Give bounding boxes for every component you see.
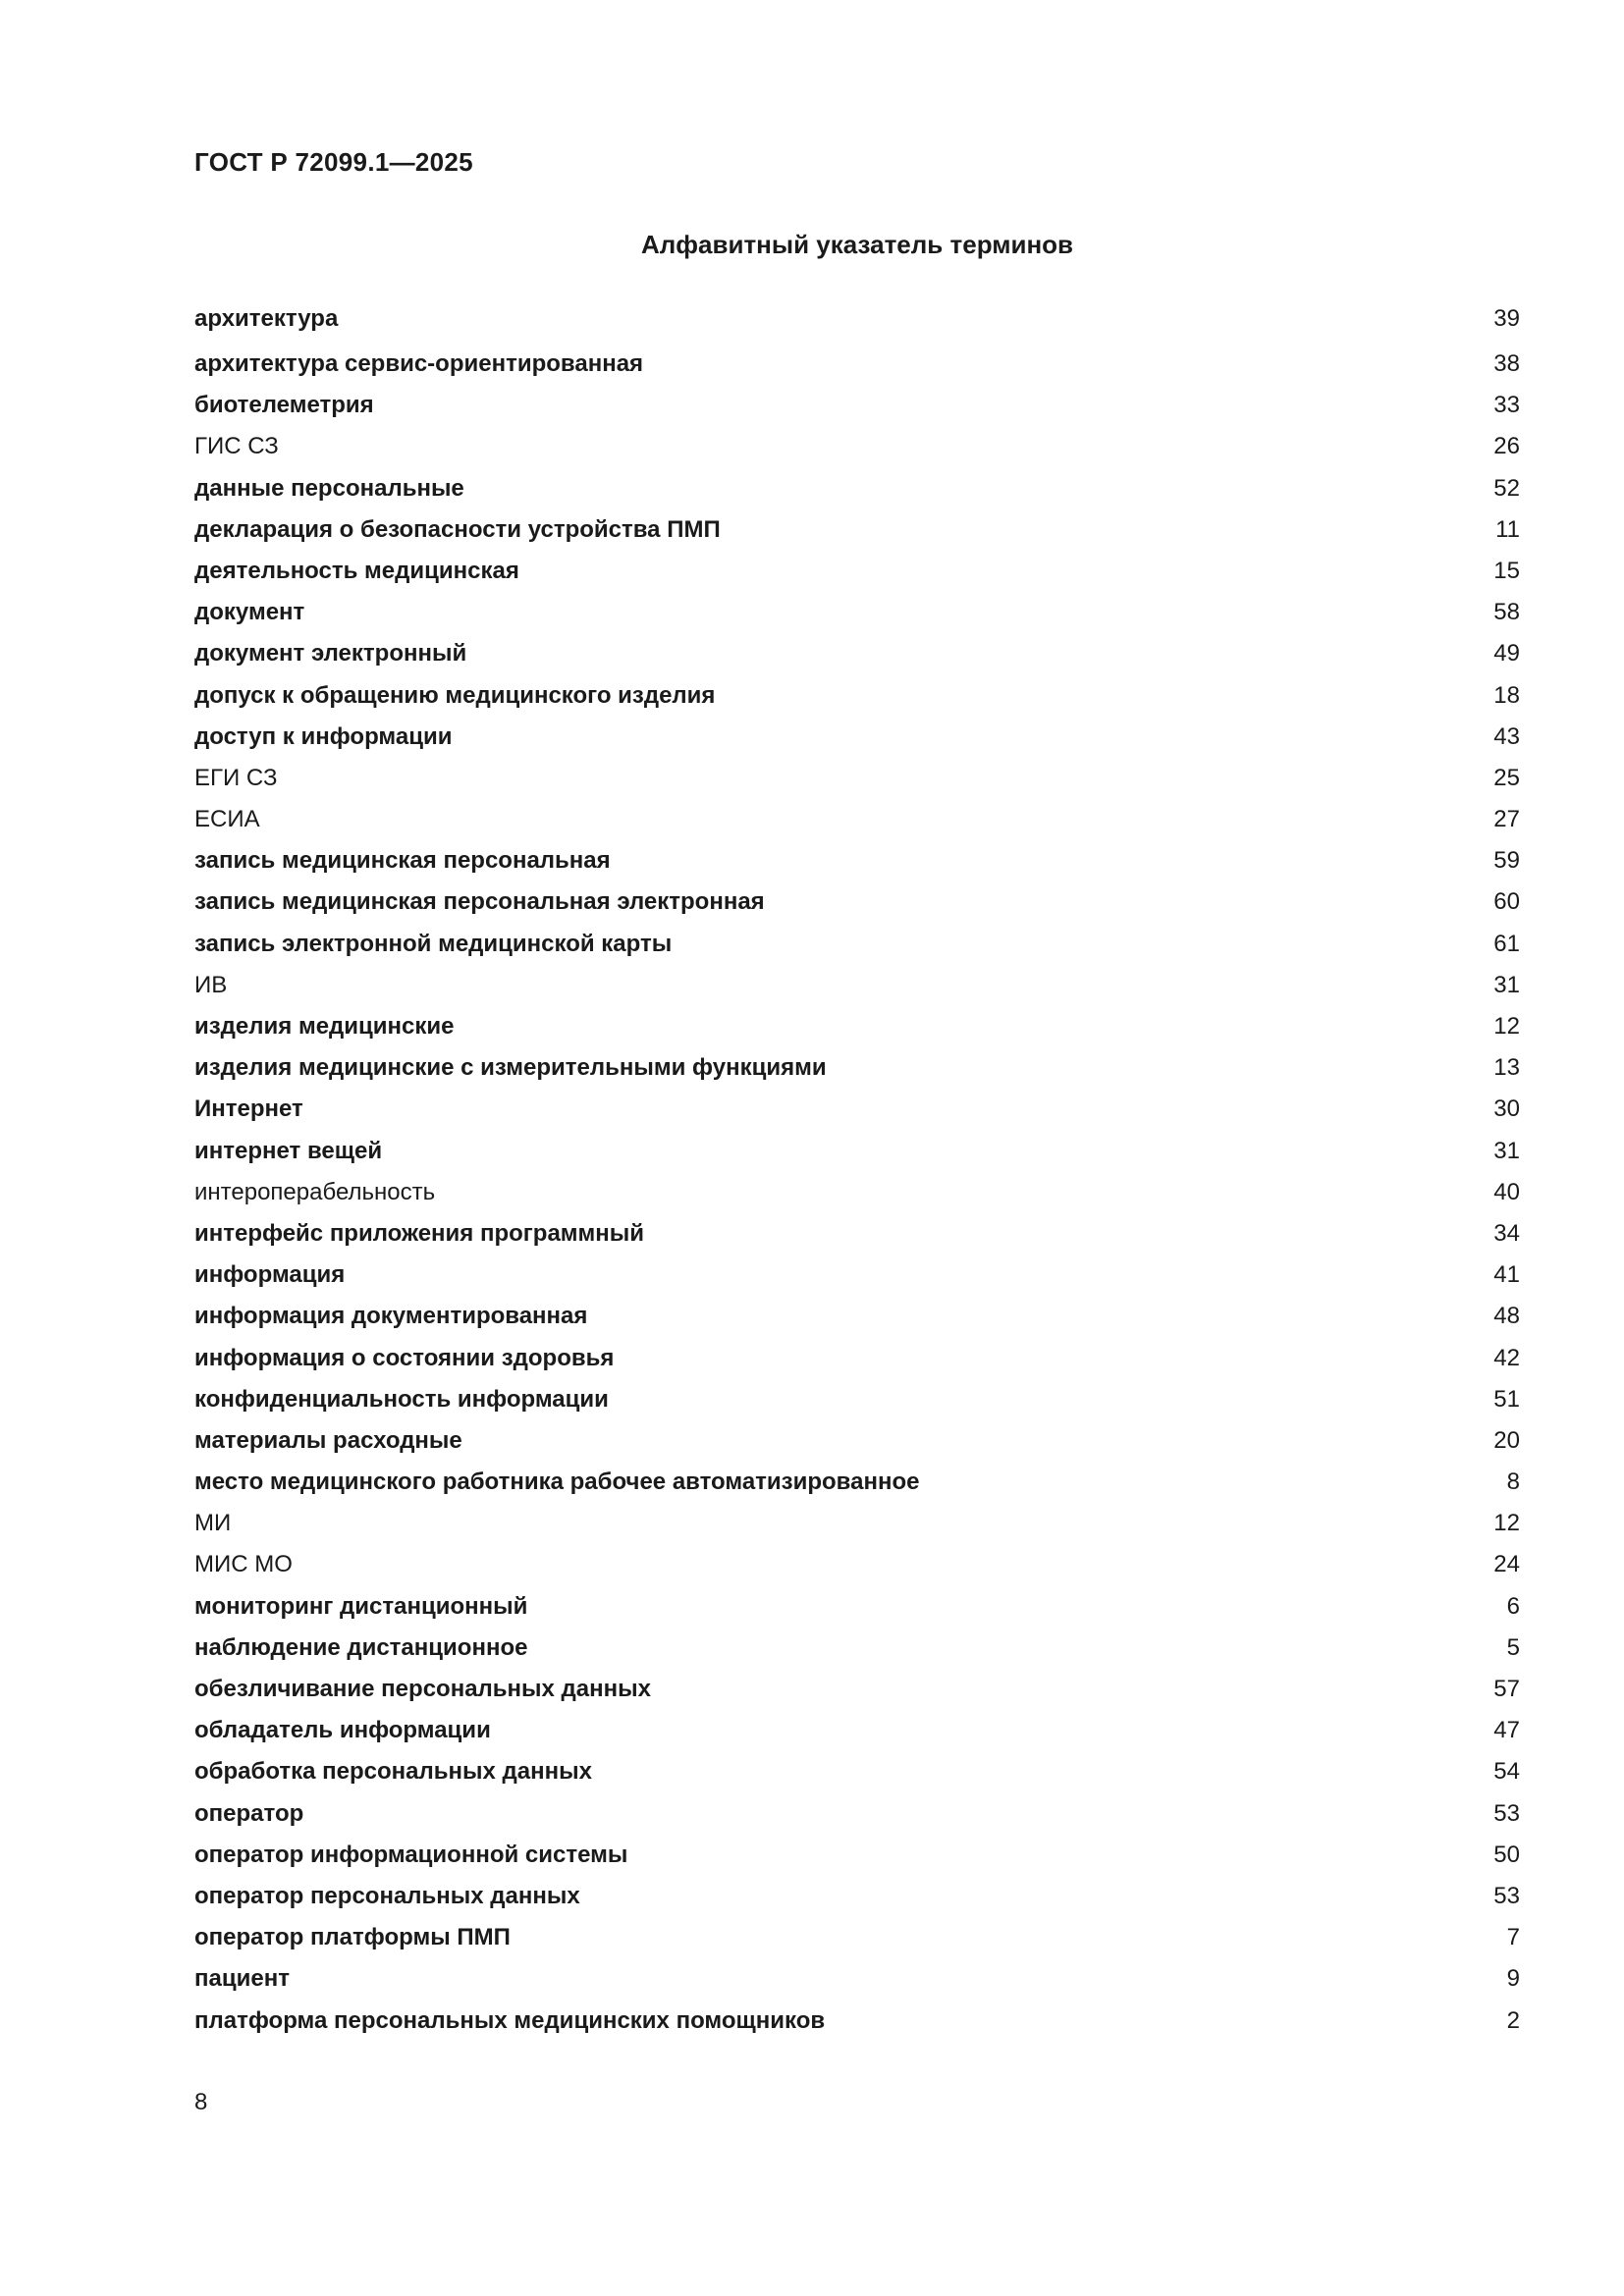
index-entry (194, 1628, 1520, 1669)
index-page-ref: 57 (1493, 1676, 1520, 1702)
index-term: обладатель информации (194, 1717, 491, 1744)
index-term: материалы расходные (194, 1426, 462, 1454)
index-page-ref: 20 (1493, 1426, 1520, 1454)
index-page-ref: 12 (1493, 1013, 1520, 1040)
index-page-ref: 26 (1493, 433, 1520, 460)
index-page-ref: 38 (1493, 350, 1520, 377)
index-page-ref: 47 (1493, 1717, 1520, 1744)
index-term: пациент (194, 1965, 290, 1993)
index-term: декларация о безопасности устройства ПМП (194, 515, 721, 543)
index-page-ref: 2 (1506, 2006, 1520, 2034)
index-term: ЕСИА (194, 806, 260, 833)
index-entry (194, 1255, 1520, 1296)
index-entry (194, 1172, 1520, 1213)
index-term: изделия медицинские (194, 1013, 455, 1040)
index-entry (194, 1006, 1520, 1047)
document-designation: ГОСТ Р 72099.1—2025 (194, 147, 473, 177)
index-page-ref: 18 (1493, 681, 1520, 709)
index-entry (194, 468, 1520, 509)
index-page-ref: 31 (1493, 1137, 1520, 1164)
index-entry (194, 1379, 1520, 1420)
index-entry (194, 1876, 1520, 1917)
index-term: документ электронный (194, 640, 467, 667)
index-entry (194, 881, 1520, 923)
index-page-ref: 15 (1493, 557, 1520, 584)
index-entry (194, 965, 1520, 1006)
index-page-ref: 49 (1493, 640, 1520, 667)
index-entry (194, 509, 1520, 551)
index-page-ref: 9 (1506, 1965, 1520, 1993)
index-page-ref: 39 (1493, 305, 1520, 332)
index-term: допуск к обращению медицинского изделия (194, 681, 716, 709)
index-term: Интернет (194, 1095, 303, 1123)
index-entry (194, 298, 1520, 344)
index-page-ref: 30 (1493, 1095, 1520, 1123)
index-entry (194, 1835, 1520, 1876)
index-page-ref: 53 (1493, 1799, 1520, 1827)
index-entry (194, 592, 1520, 633)
index-page-ref: 6 (1506, 1592, 1520, 1620)
index-term: оператор информационной системы (194, 1841, 628, 1868)
index-entry (194, 1296, 1520, 1337)
index-term: платформа персональных медицинских помощников (194, 2006, 826, 2034)
index-page-ref: 52 (1493, 474, 1520, 502)
index-term: ИВ (194, 971, 228, 998)
index-entry (194, 799, 1520, 840)
index-term: оператор персональных данных (194, 1882, 580, 1909)
index-page-ref: 34 (1493, 1219, 1520, 1247)
index-term: МИ (194, 1510, 232, 1537)
index-page-ref: 33 (1493, 392, 1520, 419)
index-page-ref: 7 (1506, 1924, 1520, 1951)
index-entry (194, 1586, 1520, 1628)
term-index-list (194, 298, 1520, 2042)
index-page-ref: 13 (1493, 1054, 1520, 1082)
index-entry (194, 1131, 1520, 1172)
index-entry (194, 2001, 1520, 2042)
index-term: интероперабельность (194, 1178, 436, 1205)
index-page-ref: 58 (1493, 599, 1520, 626)
index-term: место медицинского работника рабочее автоматизированное (194, 1468, 920, 1496)
index-page-ref: 41 (1493, 1261, 1520, 1289)
index-page-ref: 5 (1506, 1633, 1520, 1661)
index-entry (194, 1917, 1520, 1958)
index-entry (194, 426, 1520, 467)
index-term: конфиденциальность информации (194, 1385, 609, 1413)
index-term: доступ к информации (194, 722, 453, 750)
index-entry (194, 1958, 1520, 2000)
index-entry (194, 633, 1520, 674)
index-term: интерфейс приложения программный (194, 1219, 645, 1247)
index-term: запись медицинская персональная электронная (194, 888, 765, 916)
index-entry (194, 551, 1520, 592)
index-term: деятельность медицинская (194, 557, 519, 584)
index-page-ref: 12 (1493, 1510, 1520, 1537)
index-term: изделия медицинские с измерительными функциями (194, 1054, 827, 1082)
index-page-ref: 24 (1493, 1551, 1520, 1578)
index-term: мониторинг дистанционный (194, 1592, 528, 1620)
index-term: архитектура (194, 305, 339, 332)
page-number: 8 (194, 2089, 208, 2115)
index-page-ref: 27 (1493, 806, 1520, 833)
index-term: запись медицинская персональная (194, 847, 611, 875)
index-term: информация документированная (194, 1303, 588, 1330)
index-entry (194, 1213, 1520, 1255)
index-entry (194, 1544, 1520, 1585)
index-page-ref: 60 (1493, 888, 1520, 916)
index-term: ЕГИ СЗ (194, 764, 278, 791)
index-page-ref: 50 (1493, 1841, 1520, 1868)
index-entry (194, 1089, 1520, 1130)
index-page-ref: 11 (1495, 515, 1520, 543)
index-term: биотелеметрия (194, 392, 374, 419)
index-term: обезличивание персональных данных (194, 1676, 651, 1702)
index-term: обработка персональных данных (194, 1758, 592, 1786)
index-page-ref: 25 (1493, 764, 1520, 791)
index-entry (194, 1462, 1520, 1503)
index-entry (194, 675, 1520, 717)
index-page-ref: 8 (1506, 1468, 1520, 1496)
index-entry (194, 344, 1520, 385)
index-page-ref: 53 (1493, 1882, 1520, 1909)
index-title: Алфавитный указатель терминов (640, 230, 1074, 259)
index-entry (194, 1669, 1520, 1710)
index-term: интернет вещей (194, 1137, 383, 1164)
index-term: оператор (194, 1799, 304, 1827)
index-page-ref: 59 (1493, 847, 1520, 875)
index-page-ref: 43 (1493, 722, 1520, 750)
index-term: ГИС СЗ (194, 433, 279, 460)
index-term: документ (194, 599, 305, 626)
index-page-ref: 54 (1493, 1758, 1520, 1786)
index-entry (194, 1420, 1520, 1462)
index-entry (194, 924, 1520, 965)
index-entry (194, 840, 1520, 881)
index-entry (194, 717, 1520, 758)
index-term: запись электронной медицинской карты (194, 930, 673, 957)
index-page-ref: 48 (1493, 1303, 1520, 1330)
index-entry (194, 385, 1520, 426)
index-page-ref: 40 (1493, 1178, 1520, 1205)
index-entry (194, 1503, 1520, 1544)
index-page-ref: 42 (1493, 1344, 1520, 1371)
index-term: МИС МО (194, 1551, 293, 1578)
index-entry (194, 1793, 1520, 1835)
index-term: данные персональные (194, 474, 464, 502)
index-entry (194, 1338, 1520, 1379)
index-page-ref: 51 (1493, 1385, 1520, 1413)
index-term: архитектура сервис-ориентированная (194, 350, 644, 377)
index-page-ref: 31 (1493, 971, 1520, 998)
index-entry (194, 758, 1520, 799)
index-term: наблюдение дистанционное (194, 1633, 528, 1661)
index-term: информация о состоянии здоровья (194, 1344, 615, 1371)
index-page-ref: 61 (1493, 930, 1520, 957)
index-term: информация (194, 1261, 346, 1289)
index-entry (194, 1047, 1520, 1089)
index-entry (194, 1751, 1520, 1792)
index-term: оператор платформы ПМП (194, 1924, 511, 1951)
index-entry (194, 1710, 1520, 1751)
